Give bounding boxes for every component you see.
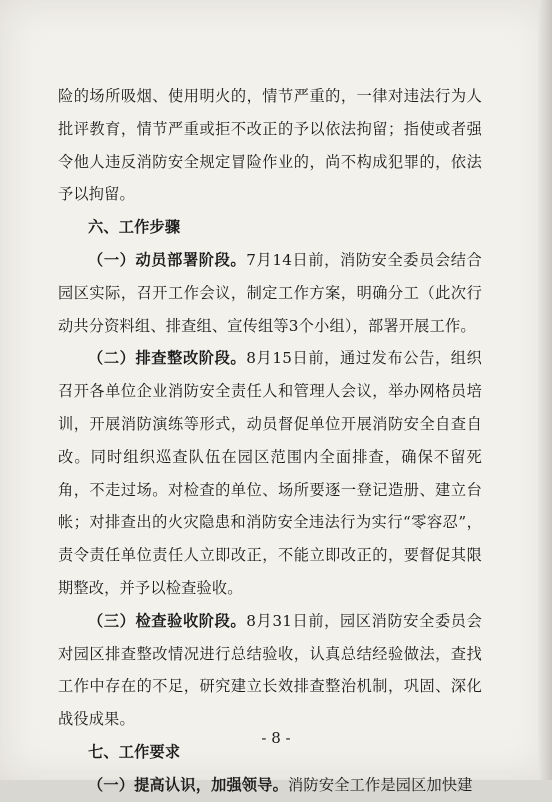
requirement-1-label: （一）提高认识，加强领导。 bbox=[88, 775, 289, 794]
paragraph-requirement-1 bbox=[58, 769, 482, 802]
step-1-label: （一）动员部署阶段。 bbox=[88, 250, 247, 269]
step-1-text: 7月14日前，消防安全委员会结合园区实际，召开工作会议，制定工作方案，明确分工（此次行动共分资料组、排查组、宣传组等3个小组），部署开展工作。 bbox=[58, 250, 482, 335]
paragraph-continuation: 险的场所吸烟、使用明火的，情节严重的，一律对违法行为人批评教育，情节严重或拒不改正的予以依法拘留；指使或者强令他人违反消防安全规定冒险作业的，尚不构成犯罪的，依法予以拘留。 bbox=[58, 87, 482, 204]
paragraph-step-2 bbox=[58, 342, 482, 604]
requirement-1-text: 消防安全工作是园区加快建 bbox=[288, 775, 473, 794]
step-3-label: （三）检查验收阶段。 bbox=[88, 611, 247, 630]
paragraph-step-1 bbox=[58, 244, 482, 342]
section-heading-work-requirements: 七、工作要求 bbox=[88, 742, 181, 761]
paragraph-step-3 bbox=[58, 605, 482, 736]
page-edge-shadow bbox=[538, 0, 552, 780]
step-3-text: 8月31日前，园区消防安全委员会对园区排查整改情况进行总结验收，认真总结经验做法，查找工作中存在的不足，研究建立长效排查整治机制，巩固、深化战役成果。 bbox=[58, 611, 482, 729]
step-2-label: （二）排查整改阶段。 bbox=[88, 349, 247, 368]
section-heading-work-steps: 六、工作步骤 bbox=[88, 218, 181, 237]
step-2-text: 8月15日前，通过发布公告，组织召开各单位企业消防安全责任人和管理人会议，举办网格员培训，开展消防演练等形式，动员督促单位开展消防安全自查自改。同时组织巡查队伍在园区范围内全面排查，确保不留死角，不走过场。对检查的单位、场所要逐一登记造册、建立台帐；对排查出的火灾隐患和消防安全违法行为实行“零容忍”，责令责任单位责任人立即改正，不能立即改正的，要督促其限期整改，并予以检查验收。 bbox=[58, 349, 482, 597]
document-body bbox=[58, 80, 482, 802]
page-number: - 8 - bbox=[261, 729, 291, 747]
